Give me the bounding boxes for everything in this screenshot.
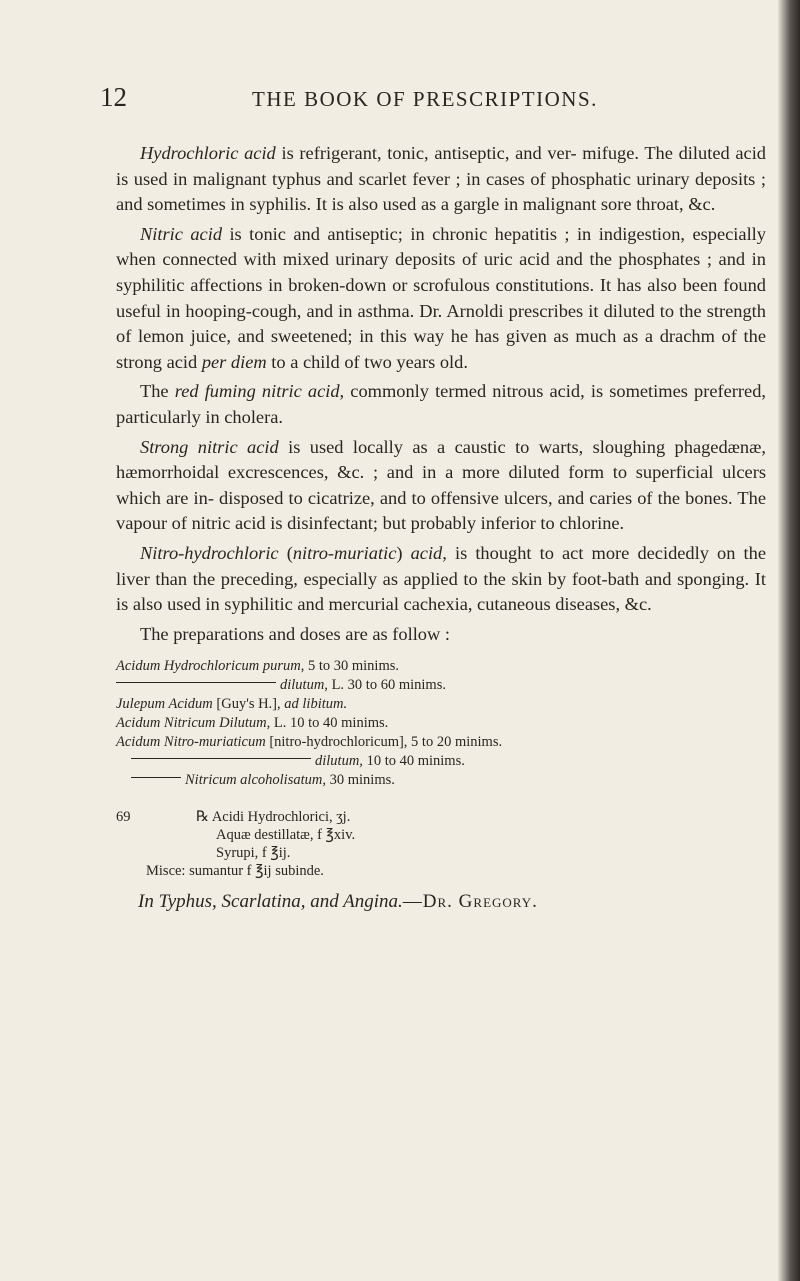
term: nitro-muriatic xyxy=(292,542,397,563)
list-item: dilutum, 10 to 40 minims. xyxy=(116,752,766,771)
page-number: 12 xyxy=(100,82,127,112)
preparations-list xyxy=(116,657,766,790)
punctuation: ) xyxy=(396,542,411,563)
list-item: Acidum Hydrochloricum purum, 5 to 30 minims. xyxy=(116,658,400,675)
ditto-rule xyxy=(131,758,311,759)
indications: In Typhus, Scarlatina, and Angina. xyxy=(138,891,403,913)
page-edge-shadow xyxy=(778,0,800,1281)
paragraph-text: to a child of two years old. xyxy=(266,351,468,372)
term: Strong nitric acid xyxy=(140,436,279,457)
ingredient-line: ℞ Acidi Hydrochlorici, ʒj. xyxy=(196,809,351,826)
term: red fuming nitric acid, xyxy=(174,381,345,402)
list-item: Acidum Nitricum Dilutum, L. 10 to 40 minims. xyxy=(116,715,389,732)
list-item: dilutum, L. 30 to 60 minims. xyxy=(116,676,766,695)
prescription-number: 69 xyxy=(116,809,131,826)
ditto-rule xyxy=(131,777,181,778)
ditto-rule xyxy=(116,682,276,683)
list-item: Julepum Acidum [Guy's H.], ad libitum. xyxy=(116,696,348,713)
paragraph-text: The preparations and doses are as follow : xyxy=(140,623,450,644)
paragraph-text: commonly termed nitrous acid, is sometimes preferred, particularly in cholera. xyxy=(116,381,766,427)
page-header xyxy=(0,82,800,122)
paragraph-hydrochloric-acid xyxy=(116,141,766,218)
ingredient-line: Aquæ destillatæ, f ℥xiv. xyxy=(216,827,356,844)
prescription-attribution xyxy=(116,890,766,914)
list-item: Acidum Nitro-muriaticum [nitro-hydrochloricum], 5 to 20 minims. xyxy=(116,734,503,751)
term: Hydrochloric acid xyxy=(140,143,276,163)
running-title: THE BOOK OF PRESCRIPTIONS. xyxy=(252,87,598,111)
paragraph-text: is refrigerant, tonic, antiseptic, and ver- mifuge. The diluted acid is used in malignant typhus and scarlet fever ; in cases of phosphatic urinary deposits ; and sometimes in syphilis. It is also used as a gargle in malignant sore throat, &c. xyxy=(116,143,766,215)
page-body xyxy=(116,141,766,914)
paragraph-strong-nitric-acid xyxy=(116,435,766,537)
paragraph-text: is tonic and antiseptic; in chronic hepatitis ; in indigestion, especially when connected with mixed urinary deposits of uric acid and the phosphates ; and in syphilitic affections in broken-down or scrofulous constitutions. It has also been found useful in hooping-cough, and in asthma. Dr. Arnoldi prescribes it diluted to the strength of lemon juice, and sweetened; in this way he has given as much as a drachm of the strong acid xyxy=(116,223,766,372)
paragraph-nitric-acid xyxy=(116,222,766,376)
latin-phrase: per diem xyxy=(201,351,267,372)
prescription-ingredients xyxy=(196,808,355,862)
list-item: Nitricum alcoholisatum, 30 minims. xyxy=(116,771,766,790)
punctuation: ( xyxy=(278,542,293,563)
paragraph-text: is thought to act more decidedly on the liver than the preceding, especially as applied to the skin by foot-bath and sponging. It is also used in syphilitic and mercurial cachexia, cutaneous diseases, &c. xyxy=(116,542,766,615)
paragraph-preparations-intro xyxy=(116,622,766,648)
author: —Dr. Gregory. xyxy=(402,891,538,913)
term: Nitric acid xyxy=(140,223,223,244)
term: acid, xyxy=(410,542,447,563)
prescription-directions: Misce: sumantur f ℥ij subinde. xyxy=(146,863,324,880)
paragraph-lead: The xyxy=(140,381,175,402)
paragraph-text: is used locally as a caustic to warts, sloughing phagedænæ, hæmorrhoidal excrescences, &c. ; and in a more diluted form to superficial ulcers which are in- disposed to cicatrize, and to offensive ulcers, and caries of the bones. The vapour of nitric acid is disinfectant; but probably inferior to chlorine. xyxy=(116,436,766,534)
paragraph-nitro-hydrochloric-acid xyxy=(116,541,766,618)
prescription xyxy=(116,808,766,888)
term: Nitro-hydrochloric xyxy=(140,542,279,563)
paragraph-red-fuming-nitric-acid xyxy=(116,379,766,430)
ingredient-line: Syrupi, f ℥ij. xyxy=(216,845,291,862)
